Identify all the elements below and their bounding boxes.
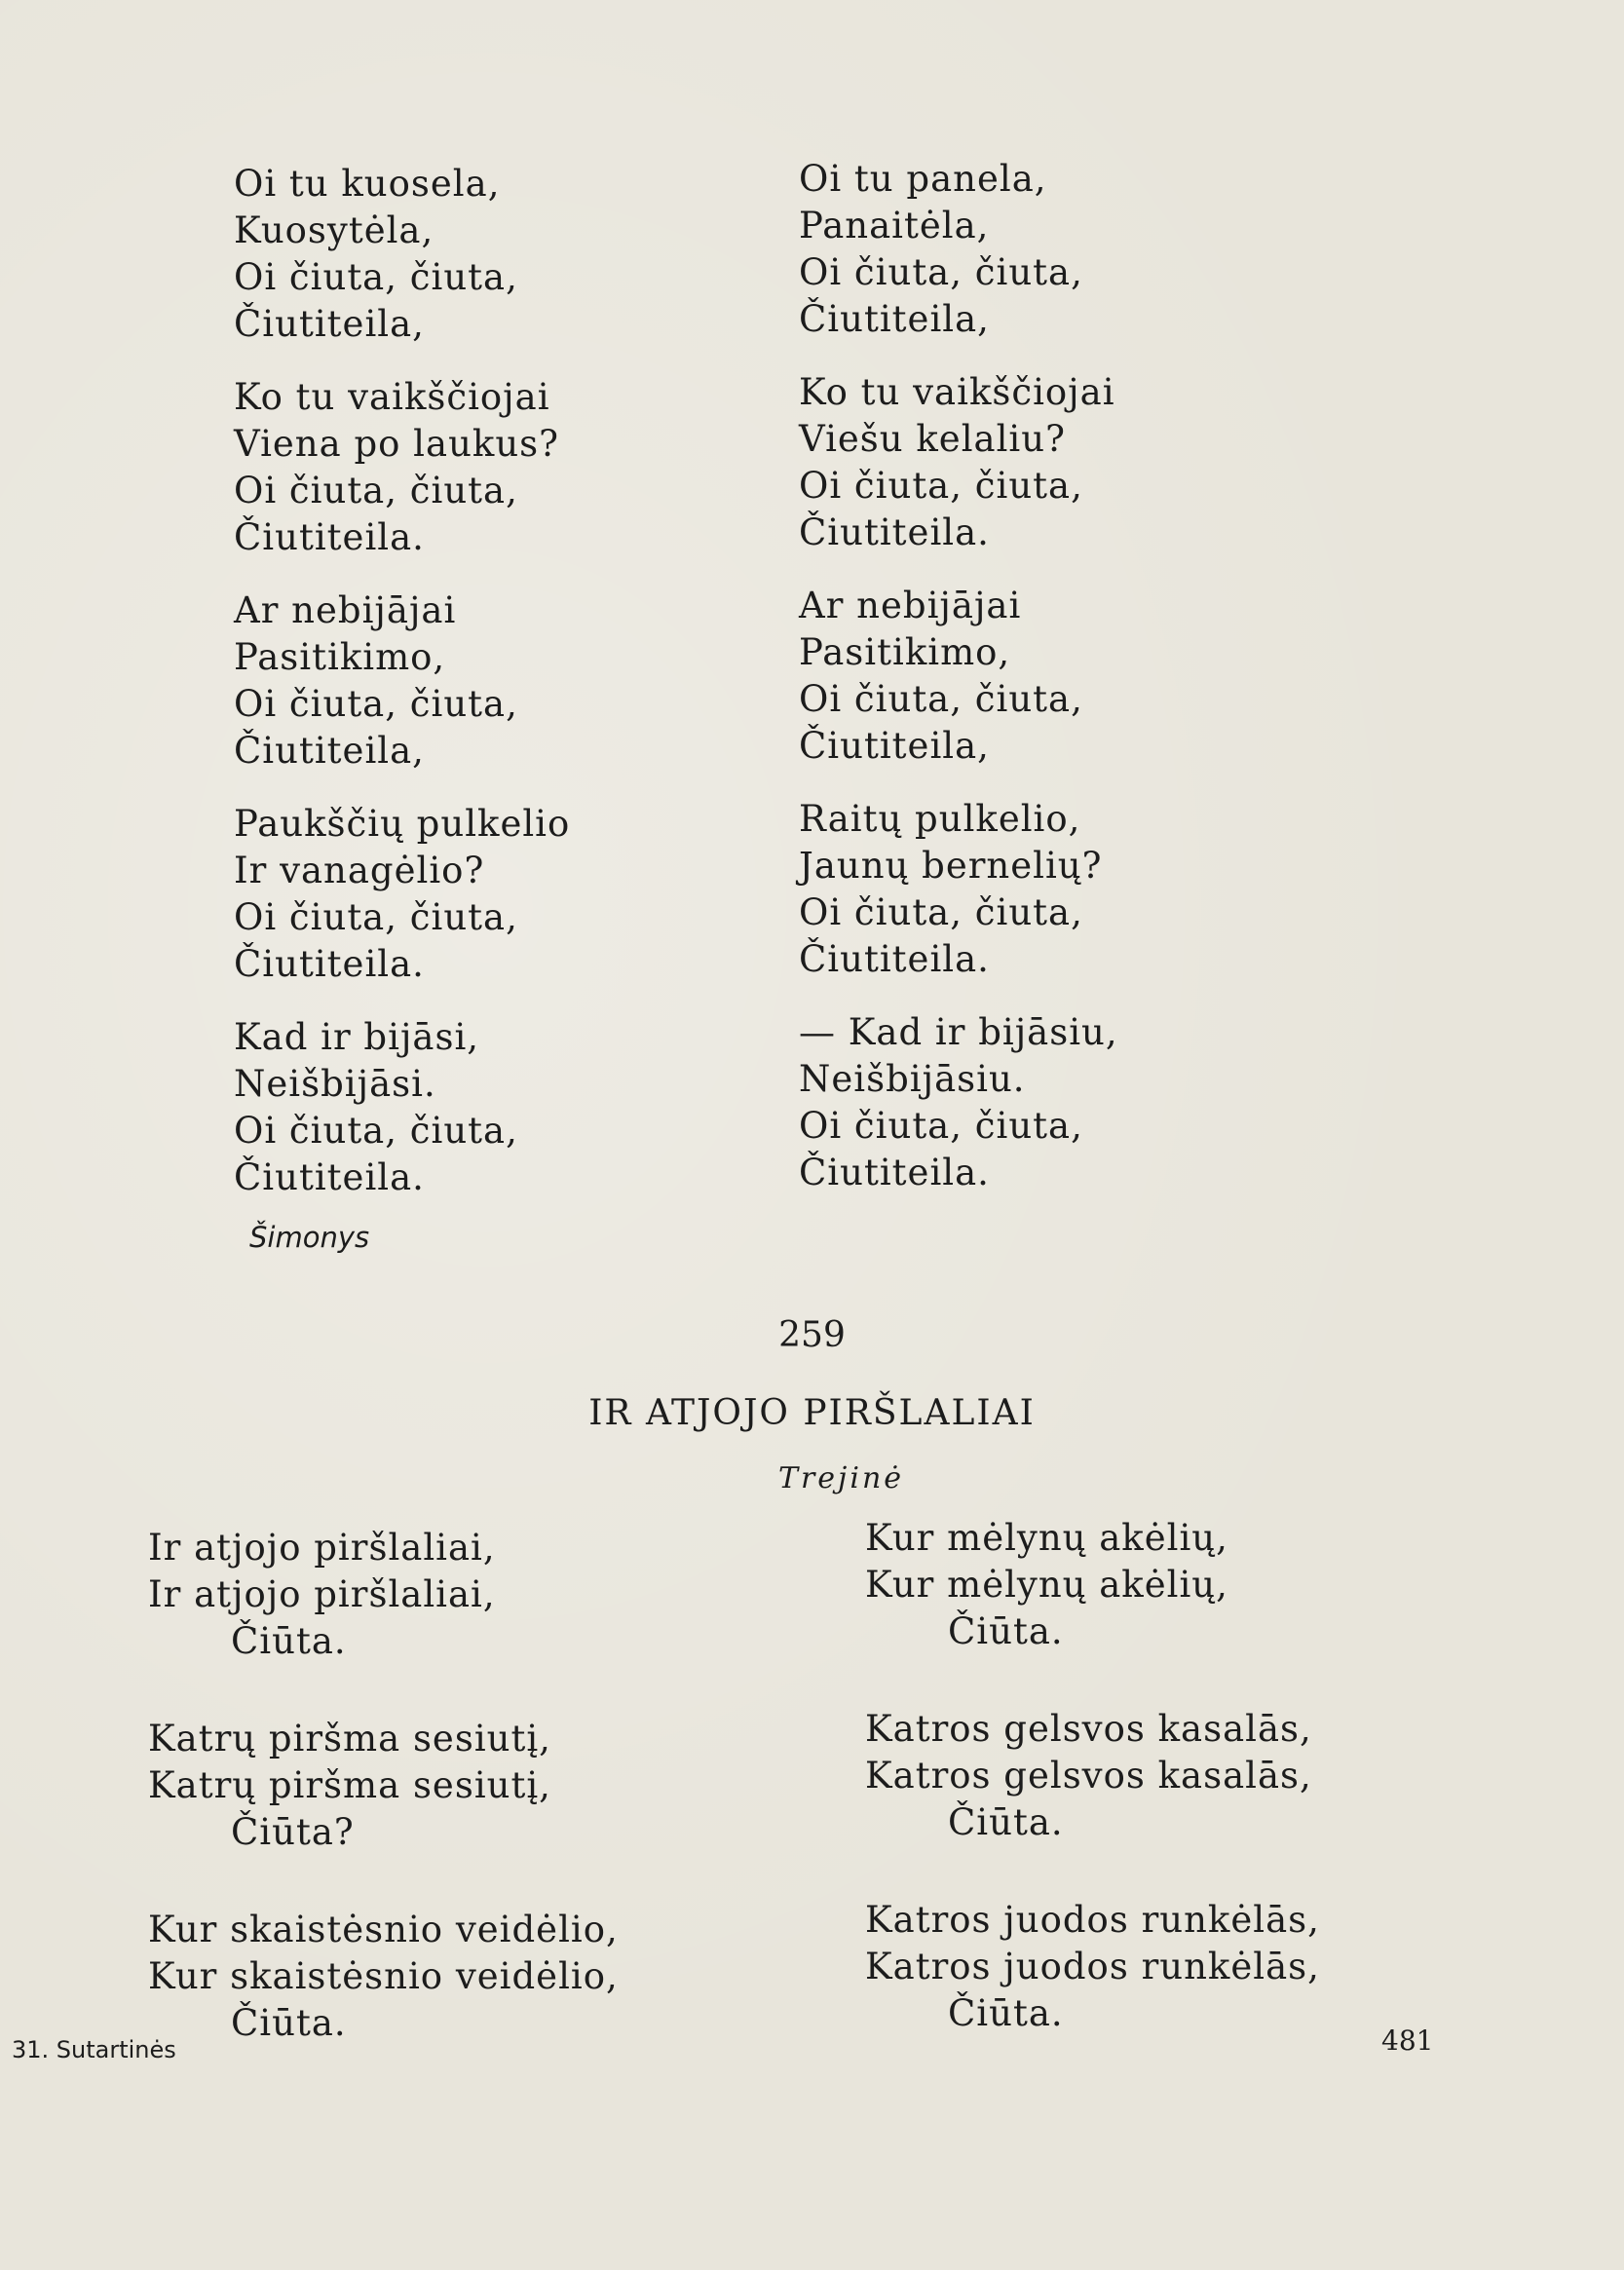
verse-line: Pasitikimo, [799, 631, 1011, 673]
verse-line: Ar nebijājai [234, 589, 457, 631]
verse-line: Oi čiuta, čiuta, [234, 470, 518, 511]
verse-line: Oi čiuta, čiuta, [799, 1105, 1083, 1147]
verse-line: Katros gelsvos kasalās, [865, 1708, 1312, 1750]
page-number: 481 [1381, 2024, 1434, 2057]
refrain-line: Čiūta. [948, 1992, 1064, 2034]
verse-line: Kad ir bijāsi, [234, 1016, 480, 1058]
verse-line: Čiutiteila, [799, 725, 990, 767]
verse-line: Neišbijāsi. [234, 1063, 436, 1105]
verse-line: — Kad ir bijāsiu, [799, 1011, 1118, 1053]
verse-line: Pasitikimo, [234, 636, 446, 678]
verse-line: Katrų piršma sesiutį, [148, 1764, 551, 1806]
song-title: IR ATJOJO PIRŠLALIAI [588, 1393, 1036, 1433]
verse-line: Čiutiteila. [234, 943, 425, 985]
verse-line: Oi tu kuosela, [234, 163, 501, 205]
refrain-line: Čiūta. [231, 1620, 347, 1662]
stanza [799, 796, 1118, 983]
verse-line: Ir atjojo piršlaliai, [148, 1573, 496, 1615]
verse-line: Panaitėla, [799, 205, 990, 246]
verse-line: Katrų piršma sesiutį, [148, 1718, 551, 1759]
verse-line: Oi čiuta, čiuta, [234, 896, 518, 938]
stanza [799, 1009, 1118, 1196]
verse-line: Katros gelsvos kasalās, [865, 1755, 1312, 1797]
stanza [799, 369, 1118, 556]
verse-line: Oi čiuta, čiuta, [234, 1110, 518, 1152]
verse-line: Viešu kelaliu? [799, 418, 1066, 460]
verse-line: Oi čiuta, čiuta, [234, 256, 518, 298]
verse-line: Katros juodos runkėlās, [865, 1899, 1320, 1941]
stanza [234, 1014, 570, 1201]
verse-line: Oi tu panela, [799, 158, 1047, 200]
verse-line: Čiutiteila, [234, 303, 425, 345]
stanza [234, 374, 570, 561]
song-258-right-column [799, 156, 1118, 1196]
verse-line: Ir atjojo piršlaliai, [148, 1527, 496, 1569]
verse-line: Oi čiuta, čiuta, [799, 891, 1083, 933]
verse-line: Ir vanagėlio? [234, 850, 485, 891]
song-number: 259 [778, 1315, 846, 1355]
refrain-line: Čiūta. [948, 1801, 1064, 1843]
song-259-left-column [148, 1525, 619, 2047]
verse-line: Čiutiteila. [799, 511, 990, 553]
verse-line: Čiutiteila. [234, 516, 425, 558]
verse-line: Ar nebijājai [799, 585, 1022, 626]
stanza [148, 1716, 619, 1856]
stanza [865, 1706, 1320, 1846]
verse-line: Čiutiteila. [799, 1152, 990, 1193]
song-subtitle: Trejinė [777, 1461, 905, 1495]
printer-signature-mark: 31. Sutartinės [12, 2036, 176, 2063]
song-258-left-column [234, 161, 570, 1201]
verse-line: Oi čiuta, čiuta, [799, 465, 1083, 507]
verse-line: Oi čiuta, čiuta, [234, 683, 518, 725]
stanza [148, 1525, 619, 1665]
verse-line: Kur skaistėsnio veidėlio, [148, 1909, 619, 1950]
verse-line: Ko tu vaikščiojai [799, 371, 1115, 413]
stanza [234, 587, 570, 775]
verse-line: Čiutiteila. [234, 1156, 425, 1198]
refrain-line: Čiūta. [948, 1610, 1064, 1652]
verse-line: Paukščių pulkelio [234, 803, 571, 845]
verse-line: Čiutiteila, [234, 730, 425, 772]
refrain-line: Čiūta? [231, 1811, 355, 1853]
verse-line: Oi čiuta, čiuta, [799, 251, 1083, 293]
verse-line: Oi čiuta, čiuta, [799, 678, 1083, 720]
song-259-right-column [865, 1515, 1320, 2037]
stanza [799, 583, 1118, 770]
verse-line: Viena po laukus? [234, 423, 559, 465]
stanza [865, 1515, 1320, 1655]
verse-line: Jaunų bernelių? [799, 845, 1103, 887]
verse-line: Raitų pulkelio, [799, 798, 1081, 840]
verse-line: Čiutiteila, [799, 298, 990, 340]
refrain-line: Čiūta. [231, 2002, 347, 2044]
verse-line: Kur skaistėsnio veidėlio, [148, 1955, 619, 1997]
stanza [234, 161, 570, 348]
verse-line: Čiutiteila. [799, 938, 990, 980]
verse-line: Ko tu vaikščiojai [234, 376, 550, 418]
stanza [799, 156, 1118, 343]
song-source-location: Šimonys [249, 1221, 370, 1254]
verse-line: Kur mėlynų akėlių, [865, 1564, 1228, 1606]
stanza [148, 1907, 619, 2047]
stanza [865, 1897, 1320, 2037]
verse-line: Kur mėlynų akėlių, [865, 1517, 1228, 1559]
verse-line: Neišbijāsiu. [799, 1058, 1026, 1100]
verse-line: Kuosytėla, [234, 209, 434, 251]
verse-line: Katros juodos runkėlās, [865, 1946, 1320, 1987]
stanza [234, 801, 570, 988]
